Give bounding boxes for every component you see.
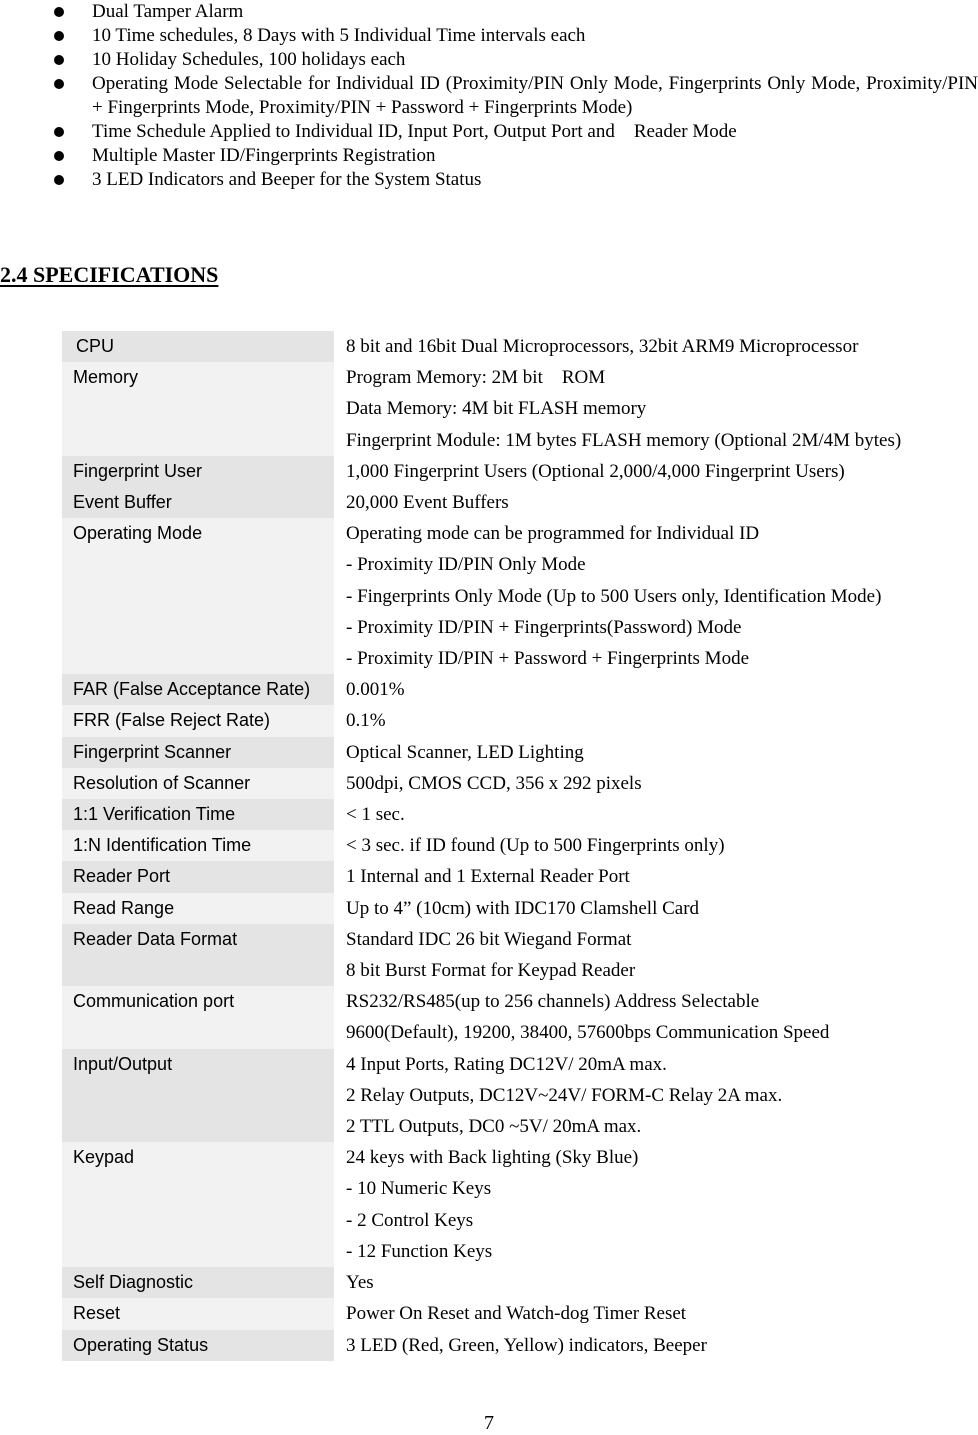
bullet-text: Operating Mode Selectable for Individual ID (Proximity/PIN Only Mode, Fingerprints Only Mode, Proximity/PIN + Fingerprints Mode, Proximity/PIN + Password + Fingerprints Mode) [92,73,978,118]
bullet-item [0,24,978,48]
spec-row [62,362,978,456]
spec-label: 1:N Identification Time [62,830,334,861]
spec-label: Input/Output [62,1049,334,1143]
spec-value-line: - 2 Control Keys [346,1209,474,1231]
spec-row [62,331,978,362]
bullet-text: 10 Holiday Schedules, 100 holidays each [92,49,406,70]
spec-value-line: Up to 4” (10cm) with IDC170 Clamshell Card [346,897,700,919]
spec-value-line: - Fingerprints Only Mode (Up to 500 Users only, Identification Mode) [346,585,882,607]
spec-value [334,1330,978,1361]
spec-value-line: Optical Scanner, LED Lighting [346,741,584,763]
spec-value [334,861,978,892]
bullet-dot-icon [54,31,64,41]
section-heading: 2.4 SPECIFICATIONS [0,262,219,287]
spec-label: Fingerprint User [62,456,334,487]
spec-value [334,331,978,362]
spec-value [334,1142,978,1267]
spec-value [334,1049,978,1143]
spec-row [62,861,978,892]
spec-value-line: Fingerprint Module: 1M bytes FLASH memory (Optional 2M/4M bytes) [346,429,902,451]
bullet-item [0,0,978,24]
spec-value [334,456,978,487]
spec-value-line: 2 TTL Outputs, DC0 ~5V/ 20mA max. [346,1116,642,1138]
spec-value-line: Power On Reset and Watch-dog Timer Reset [346,1303,687,1325]
bullet-item [0,168,978,192]
spec-label: Keypad [62,1142,334,1267]
bullet-text: Multiple Master ID/Fingerprints Registration [92,145,436,166]
spec-value-line: 500dpi, CMOS CCD, 356 x 292 pixels [346,772,642,794]
spec-row [62,893,978,924]
spec-value [334,518,978,674]
spec-value [334,924,978,986]
spec-label: Reader Data Format [62,924,334,986]
bullet-dot-icon [54,127,64,137]
spec-label: FRR (False Reject Rate) [62,705,334,736]
spec-value-line: 3 LED (Red, Green, Yellow) indicators, Beeper [346,1334,707,1356]
spec-value [334,737,978,768]
spec-row [62,518,978,674]
bullet-text: Dual Tamper Alarm [92,1,244,22]
spec-value-line: - Proximity ID/PIN Only Mode [346,554,586,576]
spec-row [62,705,978,736]
spec-row [62,768,978,799]
bullet-dot-icon [54,151,64,161]
spec-row [62,1267,978,1298]
spec-value [334,768,978,799]
bullet-item [0,72,978,120]
spec-value [334,1267,978,1298]
spec-value-line: 1,000 Fingerprint Users (Optional 2,000/4,000 Fingerprint Users) [346,460,845,482]
spec-value-line: < 3 sec. if ID found (Up to 500 Fingerprints only) [346,835,725,857]
spec-label: Operating Status [62,1330,334,1361]
specifications-table-body [62,331,978,1361]
spec-row [62,674,978,705]
spec-value-line: Program Memory: 2M bit ROM [346,367,606,389]
spec-label: Event Buffer [62,487,334,518]
spec-row [62,1330,978,1361]
bullet-item [0,48,978,72]
spec-label: Resolution of Scanner [62,768,334,799]
spec-value-line: < 1 sec. [346,804,405,826]
spec-value-line: - 12 Function Keys [346,1240,493,1262]
bullet-dot-icon [54,55,64,65]
spec-row [62,1049,978,1143]
bullet-dot-icon [54,175,64,185]
spec-label: Operating Mode [62,518,334,674]
spec-label: Reset [62,1298,334,1329]
spec-value [334,986,978,1048]
spec-row [62,737,978,768]
spec-label: Self Diagnostic [62,1267,334,1298]
spec-value-line: 8 bit and 16bit Dual Microprocessors, 32bit ARM9 Microprocessor [346,336,859,357]
spec-label: Communication port [62,986,334,1048]
spec-value [334,674,978,705]
spec-value [334,1298,978,1329]
spec-row [62,924,978,986]
spec-row [62,1298,978,1329]
bullet-item [0,120,978,144]
bullet-dot-icon [54,79,64,89]
spec-row [62,456,978,487]
spec-value-line: - 10 Numeric Keys [346,1178,492,1200]
spec-value-line: Yes [346,1272,374,1294]
spec-value-line: 4 Input Ports, Rating DC12V/ 20mA max. [346,1053,667,1075]
spec-label: Reader Port [62,861,334,892]
spec-label: Read Range [62,893,334,924]
bullet-item [0,144,978,168]
spec-value [334,799,978,830]
spec-label: Fingerprint Scanner [62,737,334,768]
spec-value-line: Standard IDC 26 bit Wiegand Format [346,928,632,950]
spec-value-line: RS232/RS485(up to 256 channels) Address Selectable [346,991,760,1013]
spec-row [62,487,978,518]
bullet-text: Time Schedule Applied to Individual ID, Input Port, Output Port and Reader Mode [92,121,737,142]
spec-value-line: 2 Relay Outputs, DC12V~24V/ FORM-C Relay 2A max. [346,1084,783,1106]
spec-value [334,362,978,456]
spec-value-line: 8 bit Burst Format for Keypad Reader [346,960,636,982]
page-number: 7 [484,1412,494,1434]
spec-row [62,1142,978,1267]
spec-label: CPU [62,331,334,362]
bullet-text: 10 Time schedules, 8 Days with 5 Individual Time intervals each [92,25,586,46]
spec-value [334,487,978,518]
spec-value-line: 20,000 Event Buffers [346,492,509,514]
spec-value-line: 0.001% [346,679,405,701]
bullet-dot-icon [54,7,64,17]
spec-value-line: 0.1% [346,710,386,732]
spec-value-line: Operating mode can be programmed for Individual ID [346,523,760,545]
spec-value [334,705,978,736]
spec-row [62,986,978,1048]
spec-label: 1:1 Verification Time [62,799,334,830]
specifications-table [62,331,978,1361]
spec-row [62,830,978,861]
feature-bullet-list [0,0,978,192]
spec-value [334,893,978,924]
spec-value-line: 1 Internal and 1 External Reader Port [346,866,630,888]
bullet-text: 3 LED Indicators and Beeper for the System Status [92,169,482,190]
spec-label: Memory [62,362,334,456]
spec-value-line: - Proximity ID/PIN + Fingerprints(Password) Mode [346,616,742,638]
spec-value-line: 9600(Default), 19200, 38400, 57600bps Communication Speed [346,1022,830,1044]
spec-value-line: - Proximity ID/PIN + Password + Fingerprints Mode [346,648,750,670]
spec-label: FAR (False Acceptance Rate) [62,674,334,705]
spec-value [334,830,978,861]
spec-value-line: 24 keys with Back lighting (Sky Blue) [346,1147,639,1169]
spec-row [62,799,978,830]
spec-value-line: Data Memory: 4M bit FLASH memory [346,398,647,420]
